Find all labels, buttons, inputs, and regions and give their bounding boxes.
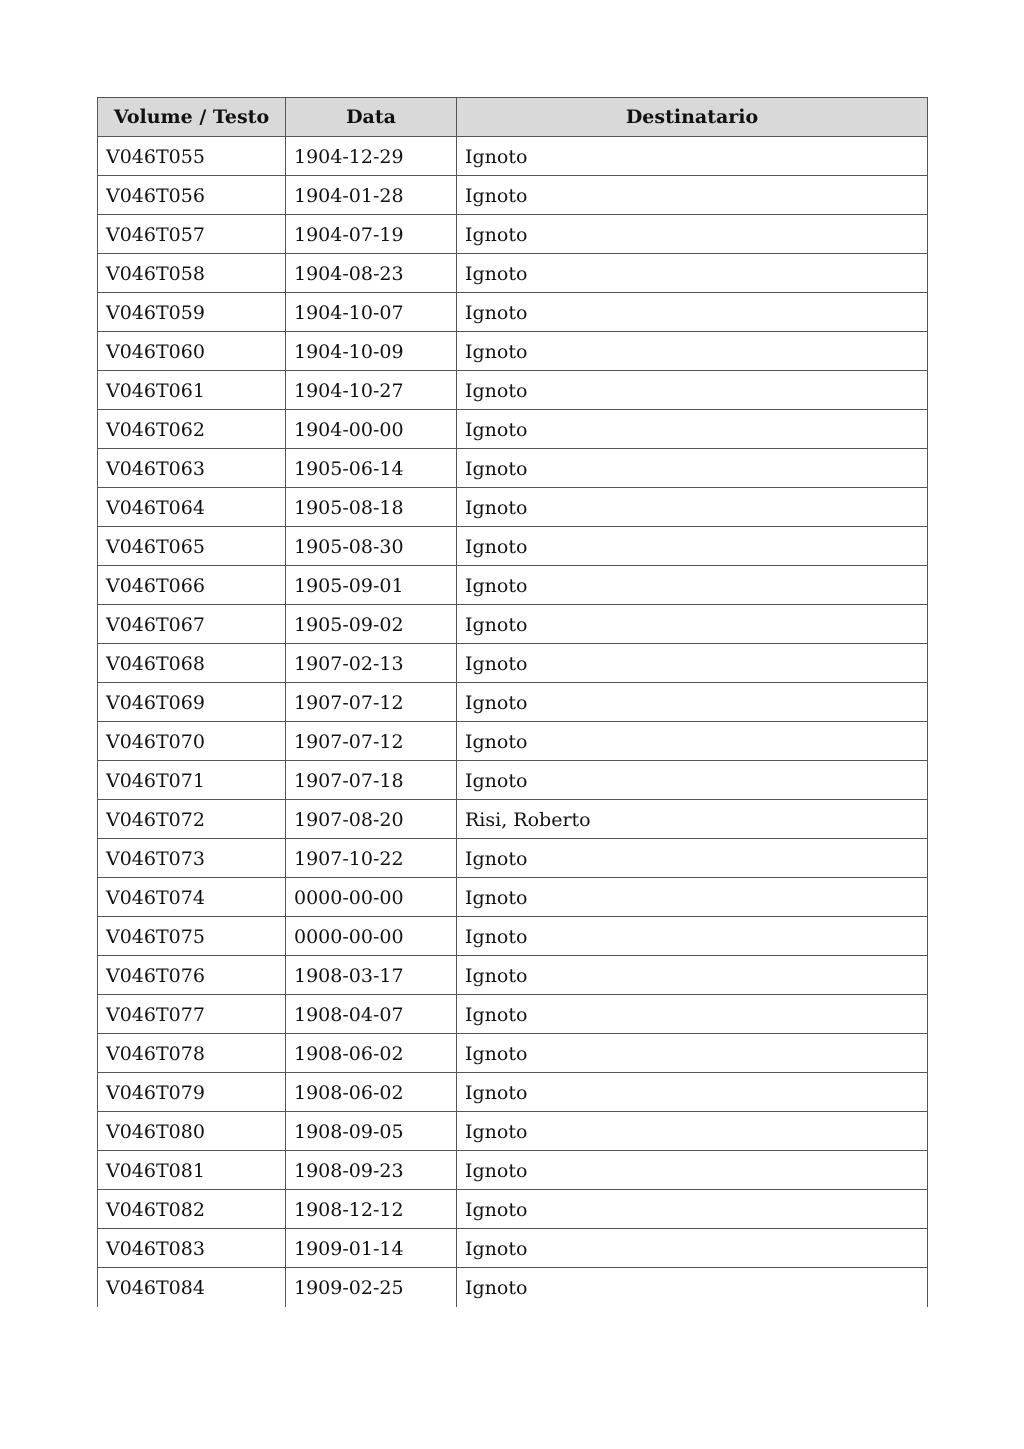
cell-data: 1904-00-00 [286, 410, 457, 449]
cell-volume-testo: V046T077 [98, 995, 286, 1034]
table-row [98, 839, 928, 878]
cell-volume-testo: V046T079 [98, 1073, 286, 1112]
cell-destinatario: Ignoto [457, 176, 928, 215]
cell-destinatario: Ignoto [457, 683, 928, 722]
cell-volume-testo: V046T076 [98, 956, 286, 995]
header-destinatario: Destinatario [457, 98, 928, 137]
table-header-row [98, 98, 928, 137]
table-row [98, 488, 928, 527]
cell-volume-testo: V046T074 [98, 878, 286, 917]
cell-destinatario: Risi, Roberto [457, 800, 928, 839]
cell-destinatario: Ignoto [457, 137, 928, 176]
table-row [98, 1229, 928, 1268]
table-row [98, 176, 928, 215]
cell-volume-testo: V046T067 [98, 605, 286, 644]
table-row [98, 683, 928, 722]
table-row [98, 1112, 928, 1151]
cell-data: 1908-09-05 [286, 1112, 457, 1151]
cell-volume-testo: V046T061 [98, 371, 286, 410]
cell-volume-testo: V046T058 [98, 254, 286, 293]
table-body [98, 137, 928, 1307]
cell-data: 1905-06-14 [286, 449, 457, 488]
table-row [98, 956, 928, 995]
cell-destinatario: Ignoto [457, 722, 928, 761]
cell-volume-testo: V046T084 [98, 1268, 286, 1307]
cell-data: 1904-08-23 [286, 254, 457, 293]
cell-volume-testo: V046T062 [98, 410, 286, 449]
table-row [98, 1190, 928, 1229]
table-row [98, 215, 928, 254]
cell-data: 1907-02-13 [286, 644, 457, 683]
cell-destinatario: Ignoto [457, 449, 928, 488]
cell-destinatario: Ignoto [457, 293, 928, 332]
table-row [98, 1151, 928, 1190]
cell-data: 1909-02-25 [286, 1268, 457, 1307]
cell-data: 1907-07-18 [286, 761, 457, 800]
cell-destinatario: Ignoto [457, 839, 928, 878]
cell-volume-testo: V046T066 [98, 566, 286, 605]
cell-destinatario: Ignoto [457, 761, 928, 800]
table-row [98, 800, 928, 839]
cell-data: 1905-09-01 [286, 566, 457, 605]
cell-destinatario: Ignoto [457, 1112, 928, 1151]
cell-destinatario: Ignoto [457, 254, 928, 293]
cell-volume-testo: V046T078 [98, 1034, 286, 1073]
cell-data: 1908-06-02 [286, 1073, 457, 1112]
cell-data: 0000-00-00 [286, 917, 457, 956]
table-row [98, 1268, 928, 1307]
cell-data: 1904-10-09 [286, 332, 457, 371]
cell-volume-testo: V046T070 [98, 722, 286, 761]
cell-data: 0000-00-00 [286, 878, 457, 917]
cell-data: 1904-10-07 [286, 293, 457, 332]
letters-table [97, 97, 928, 1307]
cell-data: 1905-08-30 [286, 527, 457, 566]
cell-data: 1907-07-12 [286, 683, 457, 722]
cell-data: 1907-07-12 [286, 722, 457, 761]
cell-destinatario: Ignoto [457, 995, 928, 1034]
cell-data: 1909-01-14 [286, 1229, 457, 1268]
cell-data: 1904-01-28 [286, 176, 457, 215]
table-row [98, 254, 928, 293]
cell-volume-testo: V046T082 [98, 1190, 286, 1229]
table-row [98, 332, 928, 371]
cell-destinatario: Ignoto [457, 917, 928, 956]
header-data: Data [286, 98, 457, 137]
cell-volume-testo: V046T080 [98, 1112, 286, 1151]
cell-volume-testo: V046T057 [98, 215, 286, 254]
cell-destinatario: Ignoto [457, 488, 928, 527]
table-row [98, 410, 928, 449]
cell-volume-testo: V046T071 [98, 761, 286, 800]
cell-volume-testo: V046T075 [98, 917, 286, 956]
table-row [98, 1073, 928, 1112]
cell-destinatario: Ignoto [457, 1073, 928, 1112]
cell-volume-testo: V046T063 [98, 449, 286, 488]
cell-destinatario: Ignoto [457, 332, 928, 371]
table-row [98, 293, 928, 332]
cell-destinatario: Ignoto [457, 1034, 928, 1073]
table-row [98, 449, 928, 488]
table-row [98, 527, 928, 566]
cell-data: 1908-12-12 [286, 1190, 457, 1229]
cell-data: 1907-10-22 [286, 839, 457, 878]
table-row [98, 137, 928, 176]
cell-destinatario: Ignoto [457, 566, 928, 605]
cell-data: 1904-12-29 [286, 137, 457, 176]
table-row [98, 566, 928, 605]
cell-destinatario: Ignoto [457, 878, 928, 917]
table-row [98, 878, 928, 917]
cell-destinatario: Ignoto [457, 605, 928, 644]
cell-destinatario: Ignoto [457, 1190, 928, 1229]
table-row [98, 761, 928, 800]
cell-destinatario: Ignoto [457, 527, 928, 566]
cell-volume-testo: V046T060 [98, 332, 286, 371]
table-row [98, 644, 928, 683]
table-row [98, 605, 928, 644]
table-row [98, 722, 928, 761]
header-volume-testo: Volume / Testo [98, 98, 286, 137]
cell-data: 1904-07-19 [286, 215, 457, 254]
cell-destinatario: Ignoto [457, 644, 928, 683]
cell-volume-testo: V046T065 [98, 527, 286, 566]
cell-destinatario: Ignoto [457, 1268, 928, 1307]
cell-data: 1908-04-07 [286, 995, 457, 1034]
cell-volume-testo: V046T064 [98, 488, 286, 527]
cell-volume-testo: V046T069 [98, 683, 286, 722]
cell-volume-testo: V046T073 [98, 839, 286, 878]
cell-data: 1905-08-18 [286, 488, 457, 527]
cell-data: 1908-09-23 [286, 1151, 457, 1190]
cell-destinatario: Ignoto [457, 1229, 928, 1268]
cell-data: 1904-10-27 [286, 371, 457, 410]
cell-volume-testo: V046T055 [98, 137, 286, 176]
table-row [98, 1034, 928, 1073]
cell-destinatario: Ignoto [457, 371, 928, 410]
cell-destinatario: Ignoto [457, 215, 928, 254]
table-row [98, 917, 928, 956]
table-row [98, 995, 928, 1034]
table-row [98, 371, 928, 410]
cell-data: 1908-06-02 [286, 1034, 457, 1073]
cell-volume-testo: V046T068 [98, 644, 286, 683]
cell-destinatario: Ignoto [457, 956, 928, 995]
cell-data: 1908-03-17 [286, 956, 457, 995]
cell-destinatario: Ignoto [457, 1151, 928, 1190]
cell-volume-testo: V046T059 [98, 293, 286, 332]
cell-volume-testo: V046T083 [98, 1229, 286, 1268]
cell-destinatario: Ignoto [457, 410, 928, 449]
cell-data: 1905-09-02 [286, 605, 457, 644]
cell-volume-testo: V046T056 [98, 176, 286, 215]
cell-volume-testo: V046T072 [98, 800, 286, 839]
cell-volume-testo: V046T081 [98, 1151, 286, 1190]
cell-data: 1907-08-20 [286, 800, 457, 839]
